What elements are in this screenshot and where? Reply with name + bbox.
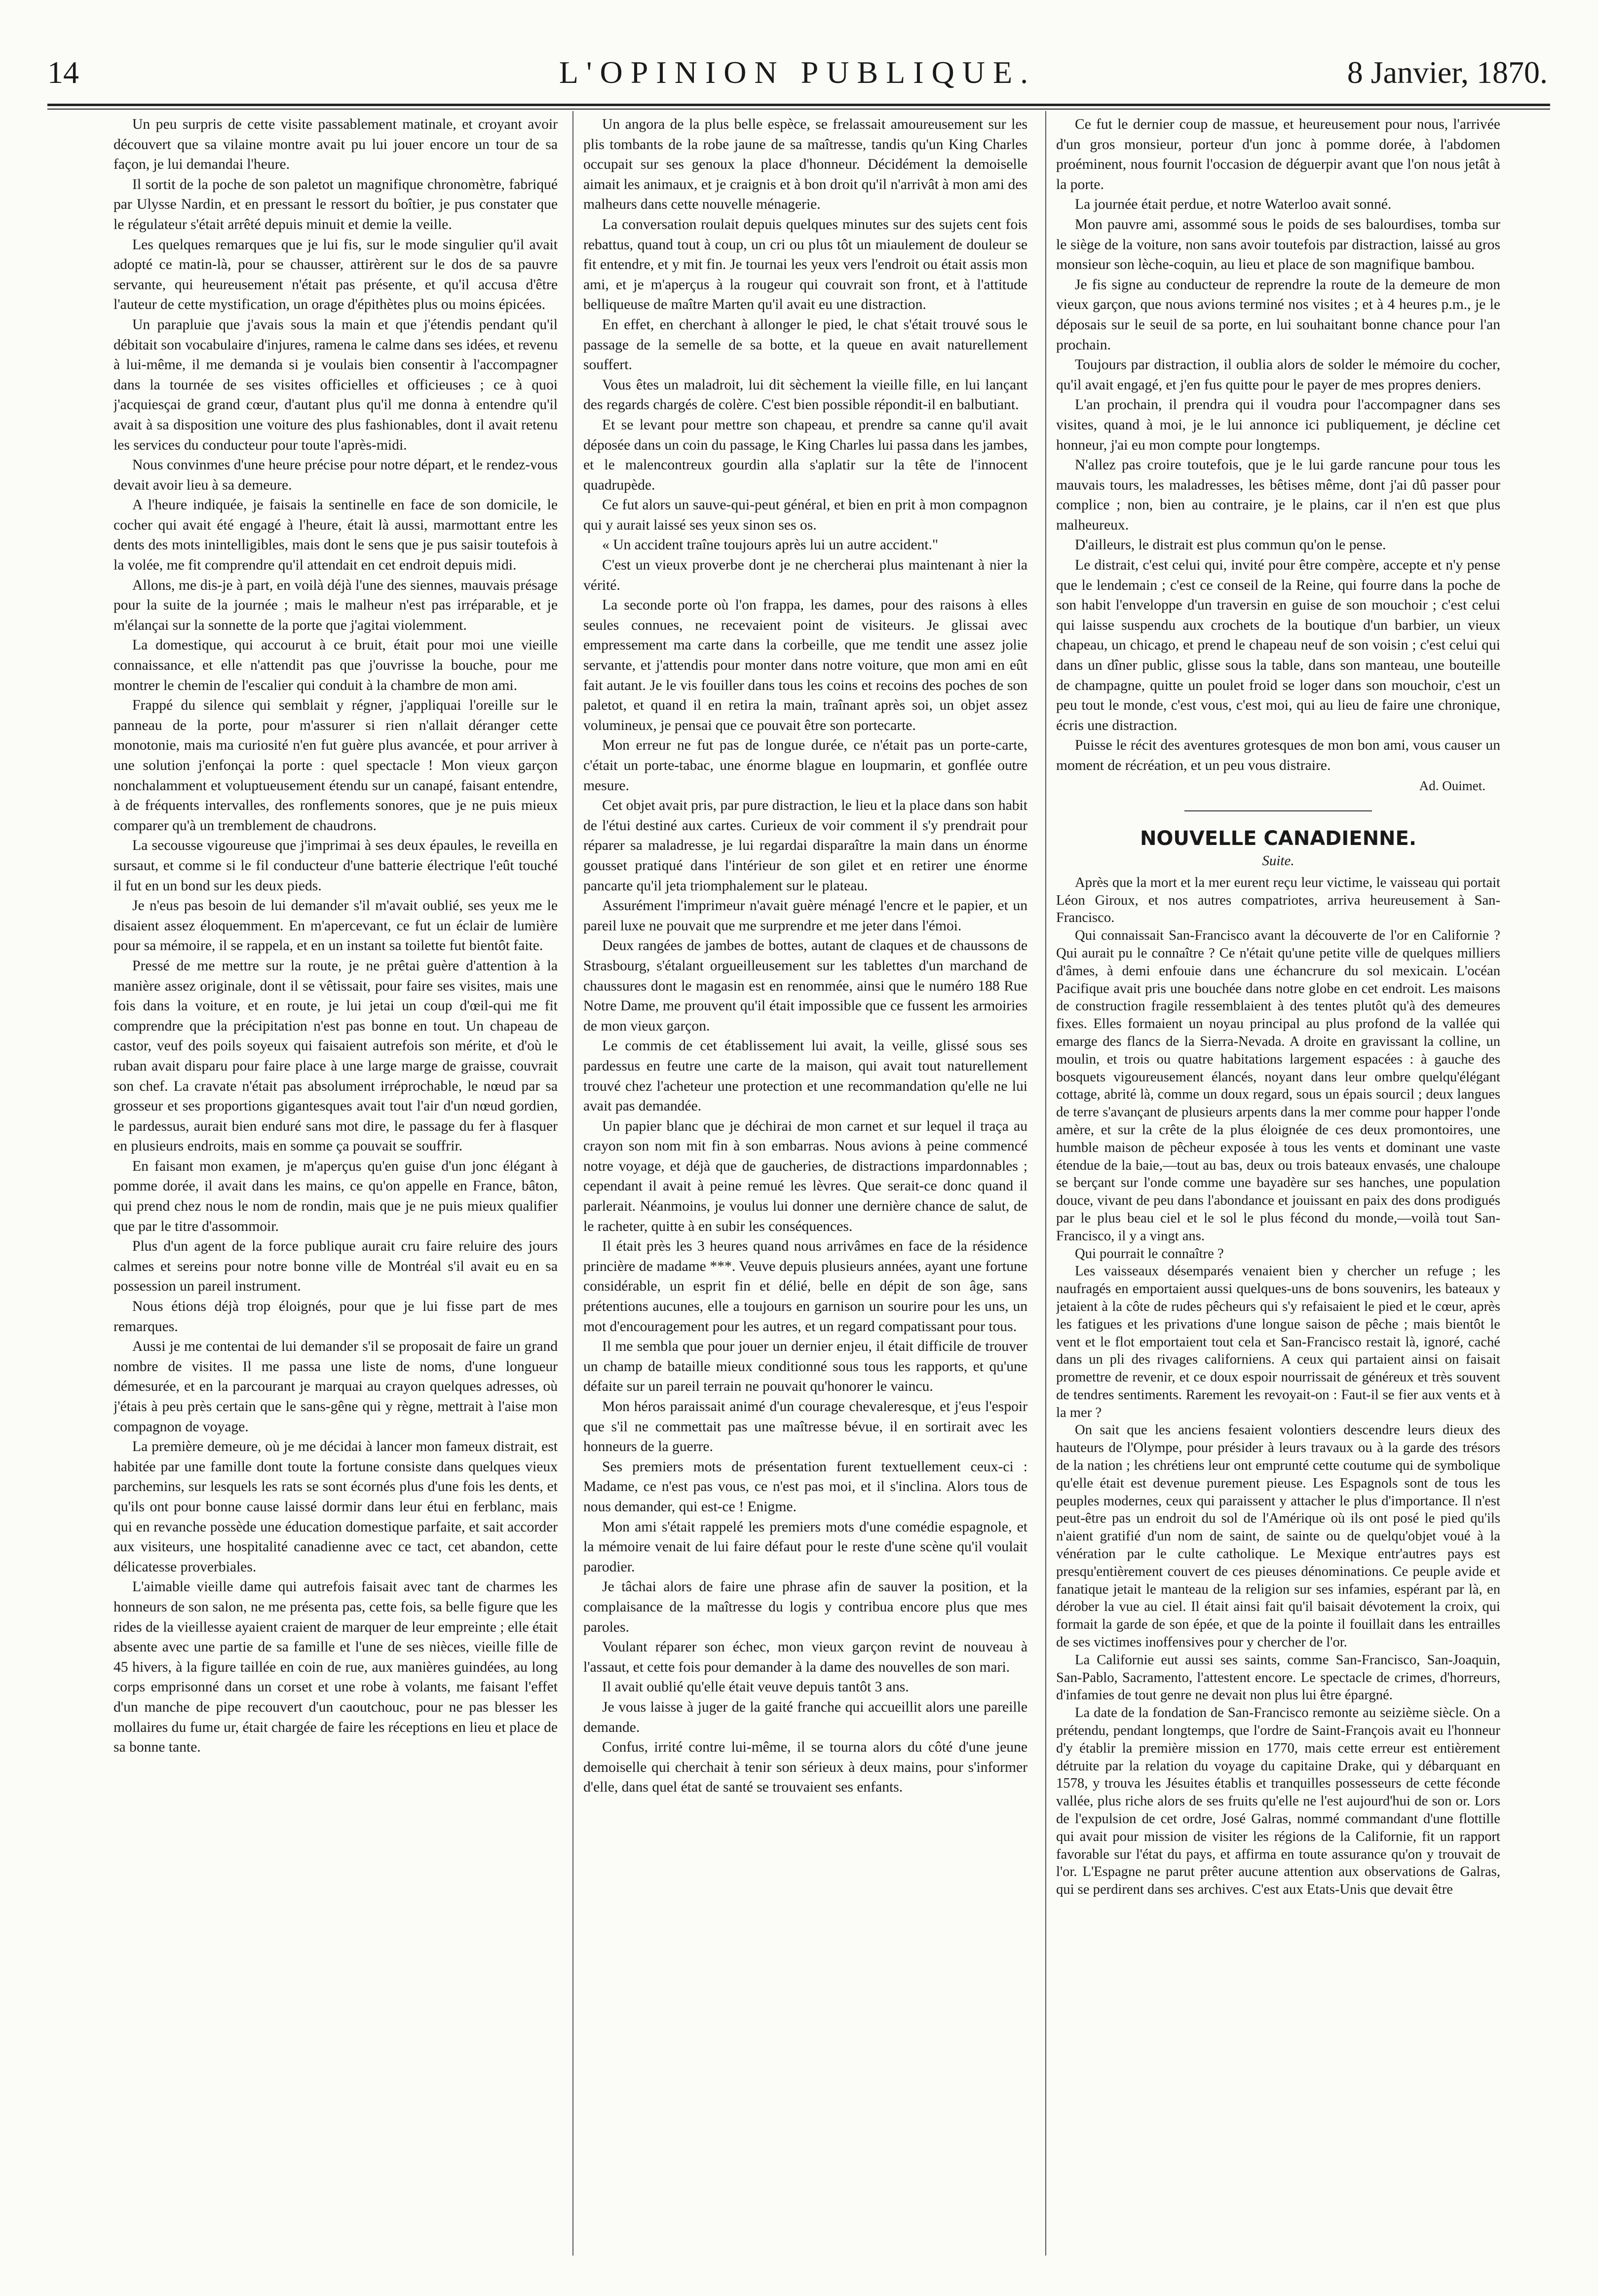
paragraph: L'aimable vieille dame qui autrefois faisait avec tant de charmes les honneurs de son salon, ne me présenta pas, cette fois, sa belle figure que les rides de la vieillesse ayaient craient de marquer de leur empreinte ; elle était absente avec une partie de sa famille et l'une de ses nièces, vieille fille de 45 hivers, à la figure taillée en coin de rue, aux manières guindées, au long corps emprisonné dans un corset et une robe à volants, me faisant l'effet d'un manche de pipe recouvert d'un caoutchouc, pour ne pas blesser les mollaires du fume ur, était chargée de faire les réceptions en lieu et place de sa bonne tante. [114, 1579, 558, 1756]
issue-date: 8 Janvier, 1870. [1347, 55, 1548, 90]
paragraph: La secousse vigoureuse que j'imprimai à ses deux épaules, le reveilla en sursaut, et comme si le fil conducteur d'une batterie électrique l'eût touché il fut en un bond sur les deux pieds. [114, 838, 558, 894]
paragraph: Il avait oublié qu'elle était veuve depuis tantôt 3 ans. [602, 1679, 909, 1695]
paragraph: En faisant mon examen, je m'aperçus qu'en guise d'un jonc élégant à pomme dorée, il avait dans les mains, ce qu'on appelle en France, bâton, qui prend chez nous le nom de rondin, mais que je ne puis mieux qualifier que par le titre d'assommoir. [114, 1158, 558, 1234]
column-3 [1056, 115, 1500, 2252]
paragraph: Le commis de cet établissement lui avait, la veille, glissé sous ses pardessus en feutre une carte de la maison, qui avait tout naturellement trouvé chez l'acheteur une protection et une recommandation qu'elle ne lui avait pas demandée. [583, 1038, 1027, 1114]
paragraph: Allons, me dis-je à part, en voilà déjà l'une des siennes, mauvais présage pour la suite de la journée ; mais le malheur n'est pas irréparable, et je m'élançai sur la sonnette de la porte que j'agitai violemment. [114, 577, 558, 633]
section-title: NOUVELLE CANADIENNE. [1140, 827, 1417, 850]
paragraph: La Californie eut aussi ses saints, comme San-Francisco, San-Joaquin, San-Pablo, Sacramento, l'attestent encore. Le spectacle de crimes, d'horreurs, d'infamies de tout genre ne devait non plus lui être épargné. [1056, 1652, 1500, 1703]
paragraph: D'ailleurs, le distrait est plus commun qu'on le pense. [1075, 537, 1386, 553]
paragraph: La conversation roulait depuis quelques minutes sur des sujets cent fois rebattus, quand tout à coup, un cri ou plus tôt un miaulement de douleur se fit entendre, et y mit fin. Je tournai les yeux vers l'endroit ou était assis mon ami, et je m'aperçus à la rougeur qui couvrait son front, et à l'attitude belliqueuse de maître Marten qu'il avait eu une distraction. [583, 216, 1027, 313]
masthead [47, 54, 1548, 101]
paragraph: Ce fut le dernier coup de massue, et heureusement pour nous, l'arrivée d'un gros monsieur, porteur d'un jonc à pomme dorée, à l'abdomen proéminent, nous fournit l'occasion de déguerpir avant que l'on nous jetât à la porte. [1056, 116, 1500, 192]
paragraph: Aussi je me contentai de lui demander s'il se proposait de faire un grand nombre de visites. Il me passa une liste de noms, d'une longueur démesurée, et en la parcourant je marquai au crayon quelques adresses, où j'étais à peu près certain que le sans-gêne qui y règne, mettrait à l'aise mon compagnon de voyage. [114, 1339, 558, 1435]
paragraph: « Un accident traîne toujours après lui un autre accident." [602, 537, 938, 553]
paragraph: Assurément l'imprimeur n'avait guère ménagé l'encre et le papier, et un pareil luxe ne pouvait que me surprendre et me jeter dans l'émoi. [583, 898, 1027, 934]
paragraph: Qui pourrait le connaître ? [1075, 1246, 1224, 1262]
signature: Ad. Ouimet. [1419, 778, 1485, 793]
paragraph: Je tâchai alors de faire une phrase afin de sauver la position, et la complaisance de la maîtresse du logis y contribua encore plus que mes paroles. [583, 1579, 1027, 1635]
paragraph: Après que la mort et la mer eurent reçu leur victime, le vaisseau qui portait Léon Giroux, et nos autres compatriotes, arriva heureusement à San-Francisco. [1056, 875, 1500, 926]
section-body [1056, 874, 1500, 1899]
paragraph: Mon héros paraissait animé d'un courage chevaleresque, et j'eus l'espoir que s'il ne commettait pas une maîtresse bévue, il en sortirait avec les honneurs de la guerre. [583, 1399, 1027, 1455]
paragraph: Et se levant pour mettre son chapeau, et prendre sa canne qu'il avait déposée dans un coin du passage, le King Charles lui passa dans les jambes, et le malencontreux gourdin alla s'aplatir sur la tête de l'innocent quadrupède. [583, 417, 1027, 493]
paragraph: Deux rangées de jambes de bottes, autant de claques et de chaussons de Strasbourg, s'étalant orgueilleusement sur les tablettes d'un marchand de chaussures dont le magasin est en renommée, ainsi que le numéro 188 Rue Notre Dame, me prouvent qu'il était impossible que ce fussent les armoiries de mon vieux garçon. [583, 938, 1027, 1034]
paragraph: Je n'eus pas besoin de lui demander s'il m'avait oublié, ses yeux me le disaient assez éloquemment. En m'apercevant, ce fut un éclair de lumière pour sa mémoire, il se rappela, et en un instant sa toilette fut bientôt faite. [114, 898, 558, 954]
paragraph: N'allez pas croire toutefois, que je le lui garde rancune pour tous les mauvais tours, les maladresses, les bêtises même, dont j'ai dû passer pour complice ; non, bien au contraire, je le plains, car il n'en est que plus malheureux. [1056, 457, 1500, 533]
column-2 [583, 115, 1027, 2252]
paragraph: La domestique, qui accourut à ce bruit, était pour moi une vieille connaissance, et elle n'attendit pas que j'ouvrisse la bouche, pour me montrer le chemin de l'escalier qui conduit à la chambre de mon ami. [114, 637, 558, 693]
paragraph: Toujours par distraction, il oublia alors de solder le mémoire du cocher, qu'il avait engagé, et j'en fus quitte pour le payer de mes propres deniers. [1056, 357, 1500, 393]
paragraph: Confus, irrité contre lui-même, il se tourna alors du côté d'une jeune demoiselle qui cherchait à tenir son sérieux à deux mains, pour s'informer d'elle, dans quel état de santé se trouvaient ses enfants. [583, 1739, 1027, 1796]
column-divider [572, 111, 573, 2256]
paragraph: Ses premiers mots de présentation furent textuellement ceux-ci : Madame, ce n'est pas vous, ce n'est pas moi, et il s'inclina. Alors tous de nous demander, qui est-ce ! Enigme. [583, 1458, 1027, 1515]
column-divider [1045, 111, 1046, 2256]
paragraph: Le distrait, c'est celui qui, invité pour être compère, accepte et n'y pense que le lendemain ; c'est ce conseil de la Reine, qui fourre dans la poche de son habit l'enveloppe d'un traversin en guise de son mouchoir ; c'est celui qui laisse suspendu aux crochets de la boutique d'un barbier, un vieux chapeau, un chicago, et prend le chapeau neuf de son voisin ; c'est celui qui dans un dîner public, glisse sous la table, dans son manteau, une bouteille de champagne, quitte un poulet froid se loger dans son mouchoir, c'est un peu tout le monde, c'est vous, c'est moi, qui au lieu de faire une chronique, écris une distraction. [1056, 557, 1500, 733]
paragraph: Mon pauvre ami, assommé sous le poids de ses balourdises, tomba sur le siège de la voiture, non sans avoir toutefois par distraction, laissé au gros monsieur son lèche-coquin, au lieu et place de son magnifique bambou. [1056, 216, 1500, 273]
paragraph: Pressé de me mettre sur la route, je ne prêtai guère d'attention à la manière assez originale, dont il se vêtissait, pour faire ses visites, mais une fois dans la voiture, et en route, je lui jetai un coup d'œil-qui me fit comprendre que la précipitation n'est pas bonne en tout. Un chapeau de castor, veuf des poils soyeux qui faisaient autrefois son mérite, et d'où le ruban avait disparu pour faire place à une large marge de graisse, couvrait son chef. La cravate n'était pas absolument irréprochable, le nœud par sa grosseur et ses proportions gigantesques avait tout l'air d'un nœud gordien, le pardessus, aurait bien enduré sans mot dire, le passage du fer à flasquer en plusieurs endroits, mais en somme ça pouvait se souffrir. [114, 957, 558, 1154]
paragraph: La première demeure, où je me décidai à lancer mon fameux distrait, est habitée par une famille dont toute la fortune consiste dans quelques vieux parchemins, sur lesquels les rats se sont écornés plus d'une fois les dents, et qu'ils ont pour bonne cause laissé dormir dans leur étui en ferblanc, mais qui en revanche possède une éducation domestique parfaite, et sait accorder aux visiteurs, une hospitalité canadienne avec ce tact, cet abandon, cette délicatesse proverbiales. [114, 1439, 558, 1575]
paragraph: La date de la fondation de San-Francisco remonte au seizième siècle. On a prétendu, pendant longtemps, que l'ordre de Saint-François avait eu l'honneur d'y établir la première mission en 1770, mais cette erreur est entièrement détruite par la relation du voyage du capitaine Drake, qui y débarquant en 1578, y trouva les Jésuites établis et tranquilles possesseurs de cette féconde vallée, plus riche alors de ses fruits qu'elle ne l'est aujourd'hui de son or. Lors de l'expulsion de cet ordre, José Galras, nommé commandant d'une flottille qui avait pour mission de visiter les régions de la Californie, fit un rapport favorable sur l'état du pays, et affirma en toute assurance qu'on y trouvait de l'or. L'Espagne ne parut prêter aucune attention aux observations de Galras, qui se perdirent dans ses archives. C'est aux Etats-Unis que devait être [1056, 1705, 1500, 1898]
column-3-article [1056, 115, 1500, 776]
paragraph: Je fis signe au conducteur de reprendre la route de la demeure de mon vieux garçon, que nous avions terminé nos visites ; et à 4 heures p.m., je le déposais sur le seuil de sa porte, en lui souhaitant bonne chance pour l'an prochain. [1056, 276, 1500, 353]
paragraph: C'est un vieux proverbe dont je ne chercherai plus maintenant à nier la vérité. [583, 557, 1027, 593]
paragraph: Il me sembla que pour jouer un dernier enjeu, il était difficile de trouver un champ de bataille mieux conditionné sous tous les rapports, et qu'une défaite sur un pareil terrain ne pouvait qu'honorer le vaincu. [583, 1339, 1027, 1395]
paragraph: Je vous laisse à juger de la gaité franche qui accueillit alors une pareille demande. [583, 1699, 1027, 1735]
paragraph: Voulant réparer son échec, mon vieux garçon revint de nouveau à l'assaut, et cette fois pour demander à la dame des nouvelles de son mari. [583, 1639, 1027, 1675]
paragraph: L'an prochain, il prendra qui il voudra pour l'accompagner dans ses visites, quand à moi, je le lui annonce ici publiquement, je décline cet honneur, j'ai eu mon compte pour longtemps. [1056, 397, 1500, 453]
header-rule-thin [47, 109, 1550, 110]
paragraph: Les vaisseaux désemparés venaient bien y chercher un refuge ; les naufragés en emportaient aussi quelques-uns de bons souvenirs, les bateaux y jetaient à la côte de rudes pêcheurs qui s'y refaisaient le pied et le cœur, après les fatigues et les privations d'une longue saison de pêche ; mais bientôt le vent et le flot emportaient tout cela et San-Francisco restait là, ignoré, caché dans un pli des rivages californiens. A ceux qui partaient ainsi on faisait promettre de revenir, et ce doux espoir nourrissait de généreux et très souvent de tendres sentiments. Rarement les revoyait-on : Faut-il se fier aux vents et à la mer ? [1056, 1263, 1500, 1420]
section-divider [1184, 810, 1372, 811]
newspaper-title: L'OPINION PUBLIQUE. [559, 55, 1036, 90]
paragraph: Cet objet avait pris, par pure distraction, le lieu et la place dans son habit de l'étui destiné aux cartes. Curieux de voir comment il s'y prendrait pour réparer sa maladresse, je lui regardai disparaître la main dans un énorme gousset pratiqué dans l'intérieur de son gilet et en retirer une énorme pancarte qu'il jeta triomphalement sur le plateau. [583, 798, 1027, 894]
paragraph: Mon erreur ne fut pas de longue durée, ce n'était pas un porte-carte, c'était un porte-tabac, une énorme blague en loupmarin, et gonflée outre mesure. [583, 737, 1027, 794]
paragraph: Qui connaissait San-Francisco avant la découverte de l'or en Californie ? Qui aurait pu le connaître ? Ce n'était qu'une petite ville de quelques milliers d'âmes, à demi enfouie dans une échancrure du sol mexicain. L'océan Pacifique avait pris une bouchée dans notre globe en cet endroit. Les maisons de construction fragile ressemblaient à des tentes plutôt qu'à des demeures fixes. Elles formaient un noyau principal au plus profond de la vallée qui emarge des flancs de la Sierra-Nevada. A droite en gravissant la colline, un moulin, et trois ou quatre habitations largement espacées : à gauche des bosquets vigoureusement élancés, noyant dans leur ombre quelqu'élégant cottage, abrité là, comme un doux regard, sous un épais sourcil ; deux langues de terre s'avançant de plusieurs arpents dans la mer comme pour happer l'onde amère, et sur la crête de la plus éloignée de ces deux promontoires, une humble maison de pêcheur exposée à tous les vents et dominant une vaste étendue de la baie,—tout au bas, deux ou trois bateaux envasés, une chaloupe se berçant sur l'onde comme une bayadère sur ses hanches, une population douce, vivant de peu dans l'abondance et jouissant en paix des dons prodigués par le plus beau ciel et le sol le plus fécond du monde,—voilà tout San-Francisco, il y a vingt ans. [1056, 928, 1500, 1244]
paragraph: Nous convinmes d'une heure précise pour notre départ, et le rendez-vous devait avoir lieu à sa demeure. [114, 457, 558, 493]
paragraph: A l'heure indiquée, je faisais la sentinelle en face de son domicile, le cocher qui avait été engagé à l'heure, était là aussi, marmottant entre les dents des mots inintelligibles, mais dont le sens que je pus saisir toutefois à la volée, me fit comprendre qu'il attendait en cet endroit depuis midi. [114, 497, 558, 574]
paragraph: Un angora de la plus belle espèce, se frelassait amoureusement sur les plis tombants de la robe jaune de sa maîtresse, tandis qu'un King Charles occupait sur ses genoux la place d'honneur. Décidément la demoiselle aimait les animaux, et je craignis et à bon droit qu'il n'arrivât à mon ami des malheurs dans cette nouvelle ménagerie. [583, 116, 1027, 213]
column-1 [114, 115, 558, 2252]
paragraph: Un parapluie que j'avais sous la main et que j'étendis pendant qu'il débitait son vocabulaire d'injures, ramena le calme dans ses idées, et revenu à lui-même, il me demanda si je voulais bien consentir à l'accompagner dans la tournée de ses visites officielles et officieuses ; ce à quoi j'acquiesçai de grand cœur, d'autant plus qu'il me donna à entendre qu'il avait à sa disposition une voiture des plus fashionables, dont il avait retenu les services du conducteur pour toute l'après-midi. [114, 316, 558, 453]
paragraph: Un papier blanc que je déchirai de mon carnet et sur lequel il traça au crayon son nom mit fin à son embarras. Nous avions à peine commencé notre voyage, et déjà que de gaucheries, de distractions impardonnables ; cependant il avait à peine remué les lèvres. Que serait-ce donc quand il parlerait. Néanmoins, je voulus lui donner une dernière chance de salut, de le racheter, quitte à en subir les conséquences. [583, 1118, 1027, 1234]
paragraph: On sait que les anciens fesaient volontiers descendre leurs dieux des hauteurs de l'Olympe, pour présider à leurs travaux ou à la garde des trésors de la nation ; les chrétiens leur ont emprunté cette coutume qui de symbolique qu'elle était est devenue purement pieuse. Les Espagnols sont de tous les peuples modernes, ceux qui paraissent y attacher le plus d'importance. Il n'est peut-être pas un endroit du sol de l'Amérique où ils ont posé le pied qu'ils n'aient gratifié d'un nom de saint, de sainte ou de quelqu'objet voué à la vénération par le culte catholique. Le Mexique entr'autres pays est presqu'entièrement couvert de ces pieuses dénominations. Ce peuple avide et fanatique jetait le manteau de la religion sur ses infamies, espérant par là, en dérober la vue au ciel. Il était ainsi fait qu'il baisait dévotement la croix, qui formait la garde de son épée, et que de la pointe il fouillait dans les entrailles de ses victimes inoffensives pour y chercher de l'or. [1056, 1422, 1500, 1650]
paragraph: Frappé du silence qui semblait y régner, j'appliquai l'oreille sur le panneau de la porte, pour m'assurer si rien n'allait déranger cette monotonie, mais ma curiosité n'en fut guère plus avancée, et pour arriver à une solution j'enfonçai la porte : quel spectacle ! Mon vieux garçon nonchalamment et voluptueusement étendu sur un canapé, faisant entendre, à de fréquents intervalles, des ronflements sonores, que je ne puis mieux comparer qu'à un tremblement de chaudrons. [114, 697, 558, 834]
paragraph: Les quelques remarques que je lui fis, sur le mode singulier qu'il avait adopté ce matin-là, pour se chausser, attirèrent sur le dos de sa pauvre servante, qui heureusement n'était pas présente, et qu'il accusa d'être l'auteur de cette mystification, un orage d'épithètes plus ou moins épicées. [114, 236, 558, 313]
paragraph: La journée était perdue, et notre Waterloo avait sonné. [1075, 196, 1392, 213]
paragraph: Vous êtes un maladroit, lui dit sèchement la vieille fille, en lui lançant des regards chargés de colère. C'est bien possible répondit-il en balbutiant. [583, 377, 1027, 413]
paragraph: Plus d'un agent de la force publique aurait cru faire reluire des jours calmes et sereins pour notre bonne ville de Montréal s'il avait eu en sa possession un pareil instrument. [114, 1238, 558, 1295]
paragraph: Puisse le récit des aventures grotesques de mon bon ami, vous causer un moment de récréation, et un peu vous distraire. [1056, 737, 1500, 773]
section-subtitle: Suite. [1262, 853, 1294, 869]
paragraph: En effet, en cherchant à allonger le pied, le chat s'était trouvé sous le passage de la semelle de sa botte, et la queue en avait naturellement souffert. [583, 316, 1027, 373]
paragraph: Nous étions déjà trop éloignés, pour que je lui fisse part de mes remarques. [114, 1299, 558, 1335]
paragraph: Un peu surpris de cette visite passablement matinale, et croyant avoir découvert que sa vilaine montre avait pu lui jouer encore un tour de sa façon, je lui demandai l'heure. [114, 116, 558, 173]
paragraph: Ce fut alors un sauve-qui-peut général, et bien en prit à mon compagnon qui y aurait laissé ses yeux sinon ses os. [583, 497, 1027, 533]
paragraph: Il était près les 3 heures quand nous arrivâmes en face de la résidence princière de madame ***. Veuve depuis plusieurs années, ayant une fortune considérable, un esprit fin et délié, belle en dépit de son âge, sans prétentions aucunes, elle a toujours en garnison un sourire pour les uns, un mot d'encouragement pour les autres, et un regard compatissant pour tous. [583, 1238, 1027, 1335]
page-number: 14 [47, 55, 79, 90]
header-rule [47, 104, 1550, 106]
paragraph: Mon ami s'était rappelé les premiers mots d'une comédie espagnole, et la mémoire venait de lui faire défaut pour le reste d'une scène qu'il voulait parodier. [583, 1519, 1027, 1575]
paragraph: La seconde porte où l'on frappa, les dames, pour des raisons à elles seules connues, ne recevaient point de visiteurs. Je glissai avec empressement ma carte dans la corbeille, que me tendit une assez jolie servante, et j'attendis pour monter dans notre voiture, que mon ami en eût fait autant. Je le vis fouiller dans tous les coins et recoins des poches de son paletot, et quand il en retira la main, traînant après soi, un objet assez volumineux, je pensai que ce pouvait être son portecarte. [583, 597, 1027, 733]
paragraph: Il sortit de la poche de son paletot un magnifique chronomètre, fabriqué par Ulysse Nardin, et en pressant le ressort du boîtier, je pus constater que le régulateur s'était arrêté depuis minuit et demie la veille. [114, 176, 558, 232]
